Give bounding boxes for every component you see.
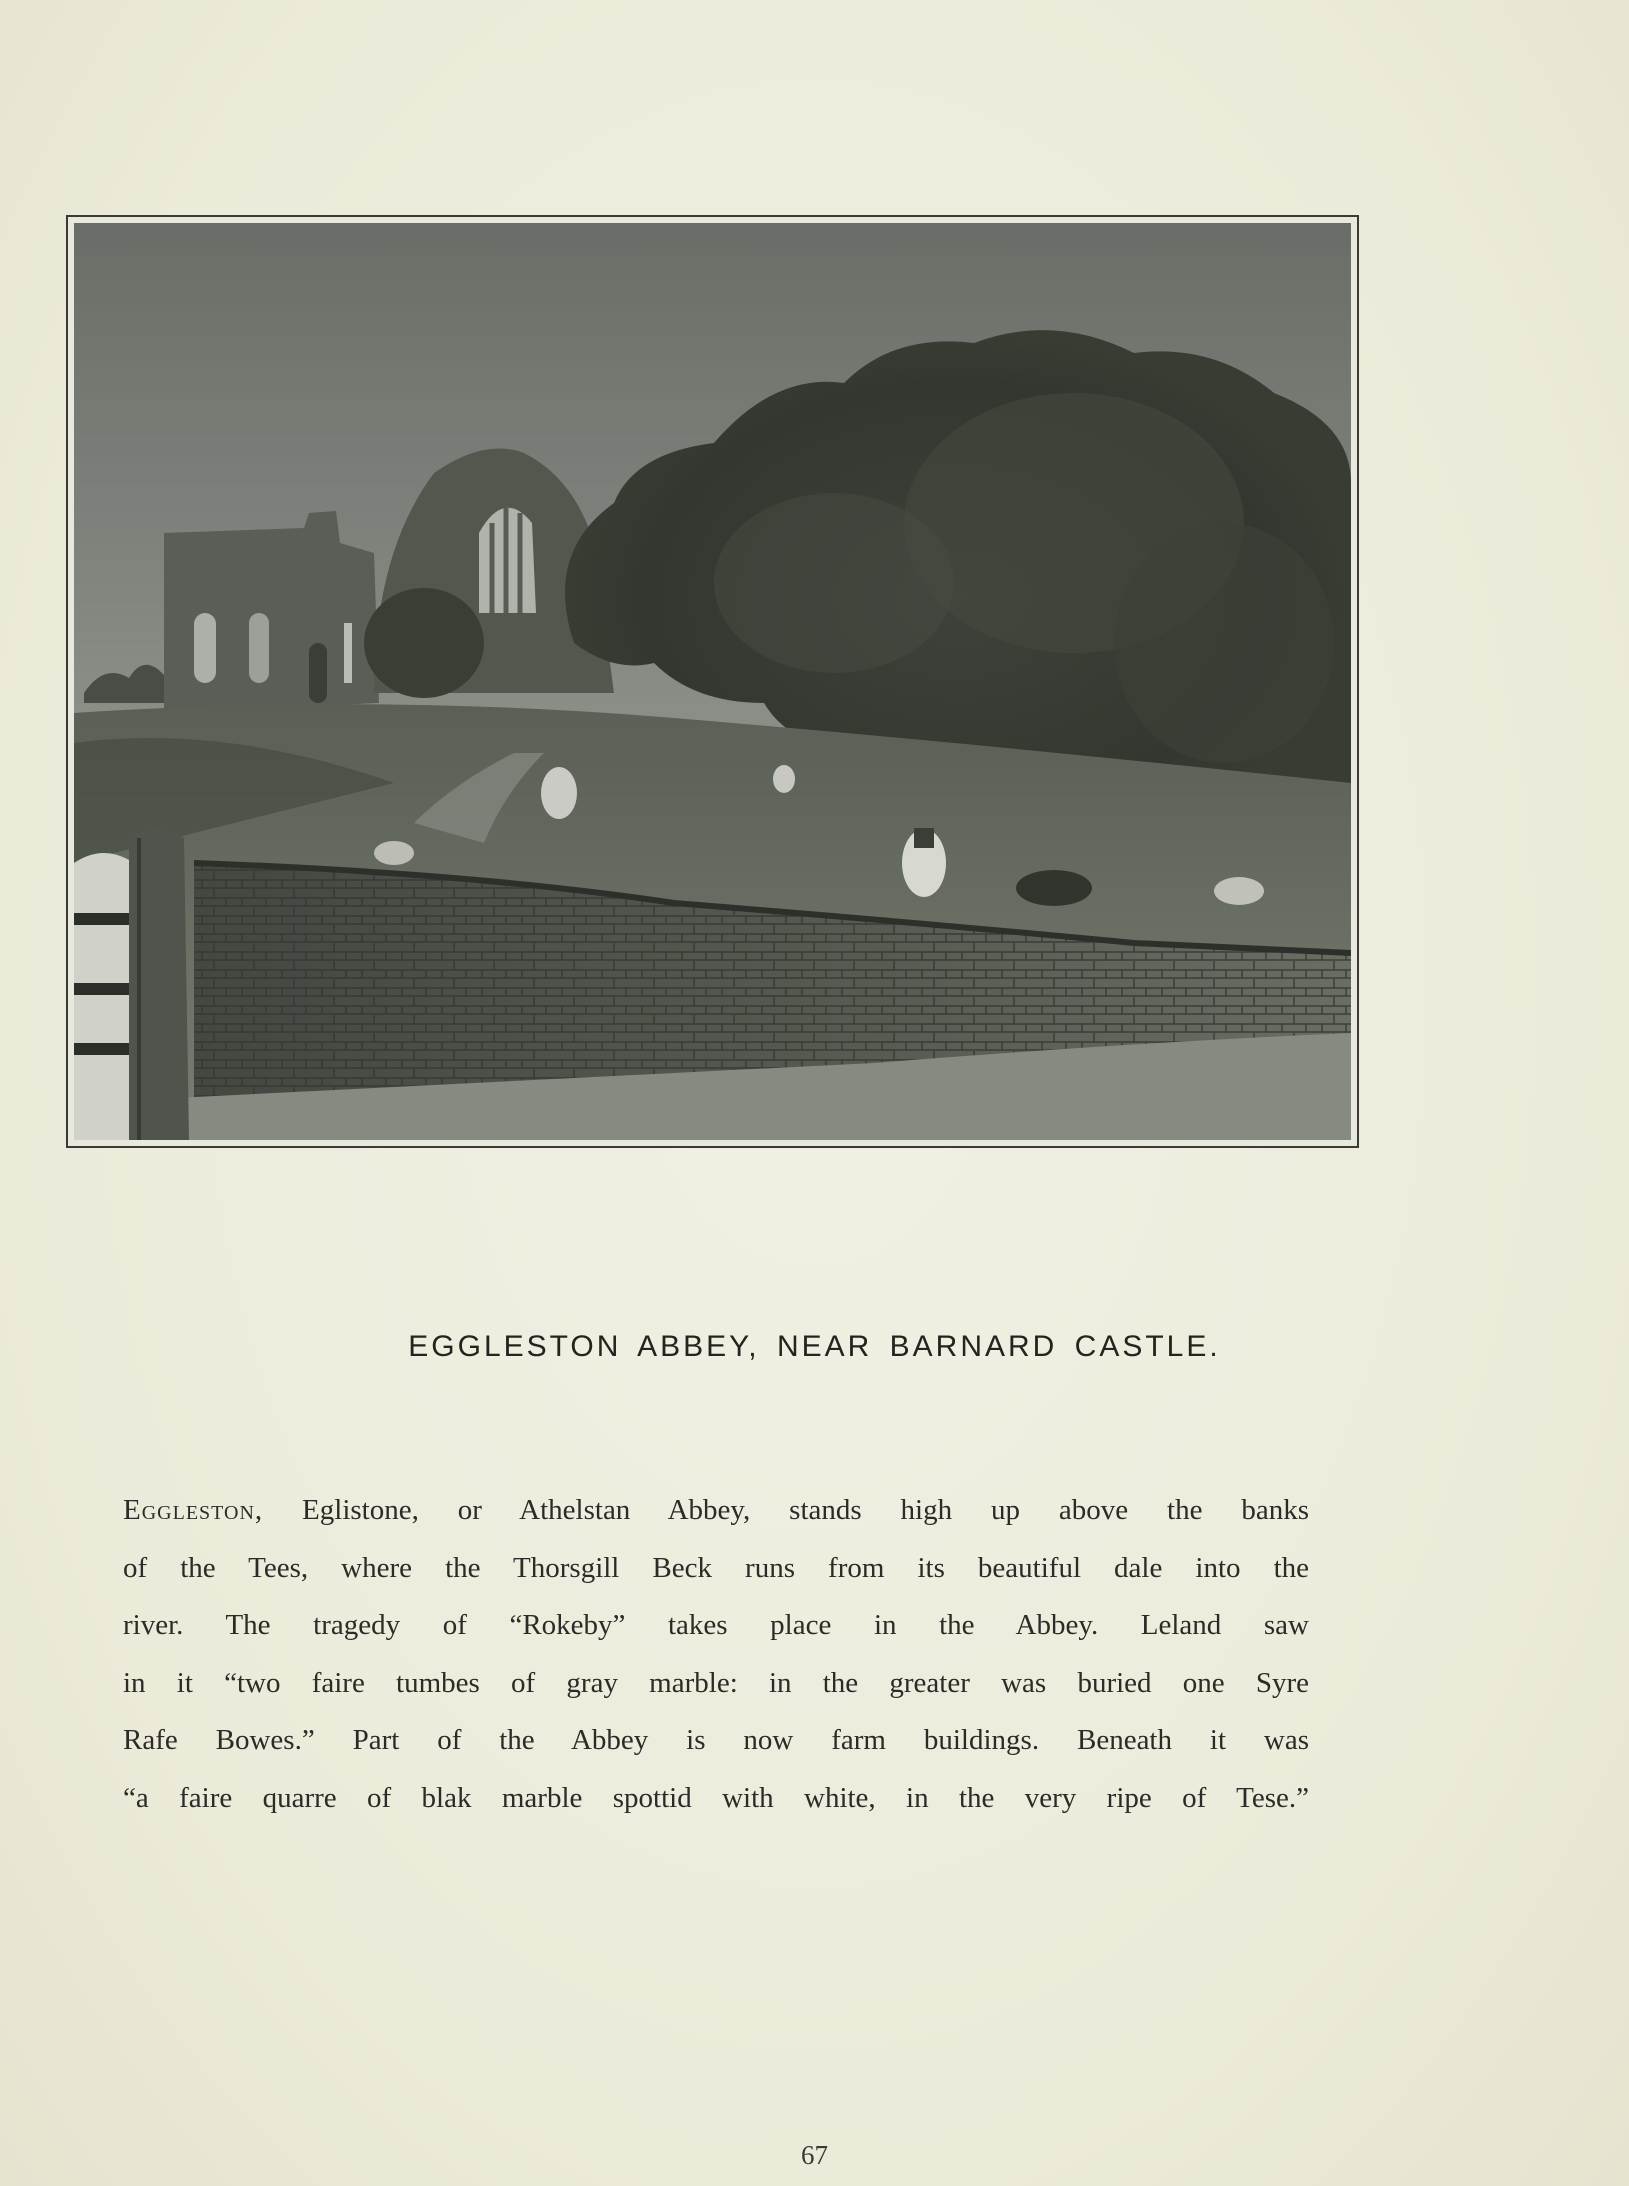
- body-line-6: “a faire quarre of blak marble spottid with white, in the very ripe of Tese.”: [123, 1781, 1309, 1814]
- page-number: 67: [801, 2140, 828, 2170]
- body-line-1: [123, 1482, 1309, 1540]
- body-line-4: in it “two faire tumbes of gray marble: in the greater was buried one Syre: [123, 1666, 1309, 1699]
- body-line-2: of the Tees, where the Thorsgill Beck runs from its beautiful dale into the: [123, 1551, 1309, 1584]
- body-line-1-text: Eglistone, or Athelstan Abbey, stands high up above the banks: [263, 1494, 1309, 1526]
- eggleston-abbey-photograph: [74, 223, 1351, 1140]
- body-line-5: Rafe Bowes.” Part of the Abbey is now farm buildings. Beneath it was: [123, 1724, 1309, 1756]
- body-paragraph: [123, 1482, 1309, 1827]
- plate-caption: EGGLESTON ABBEY, NEAR BARNARD CASTLE.: [408, 1330, 1221, 1363]
- photo-grain: [74, 223, 1351, 1140]
- body-line-3: river. The tragedy of “Rokeby” takes place in the Abbey. Leland saw: [123, 1609, 1309, 1641]
- photo-plate-frame: [66, 215, 1359, 1148]
- photograph-illustration: [74, 223, 1351, 1140]
- lead-word: Eggleston,: [123, 1494, 264, 1526]
